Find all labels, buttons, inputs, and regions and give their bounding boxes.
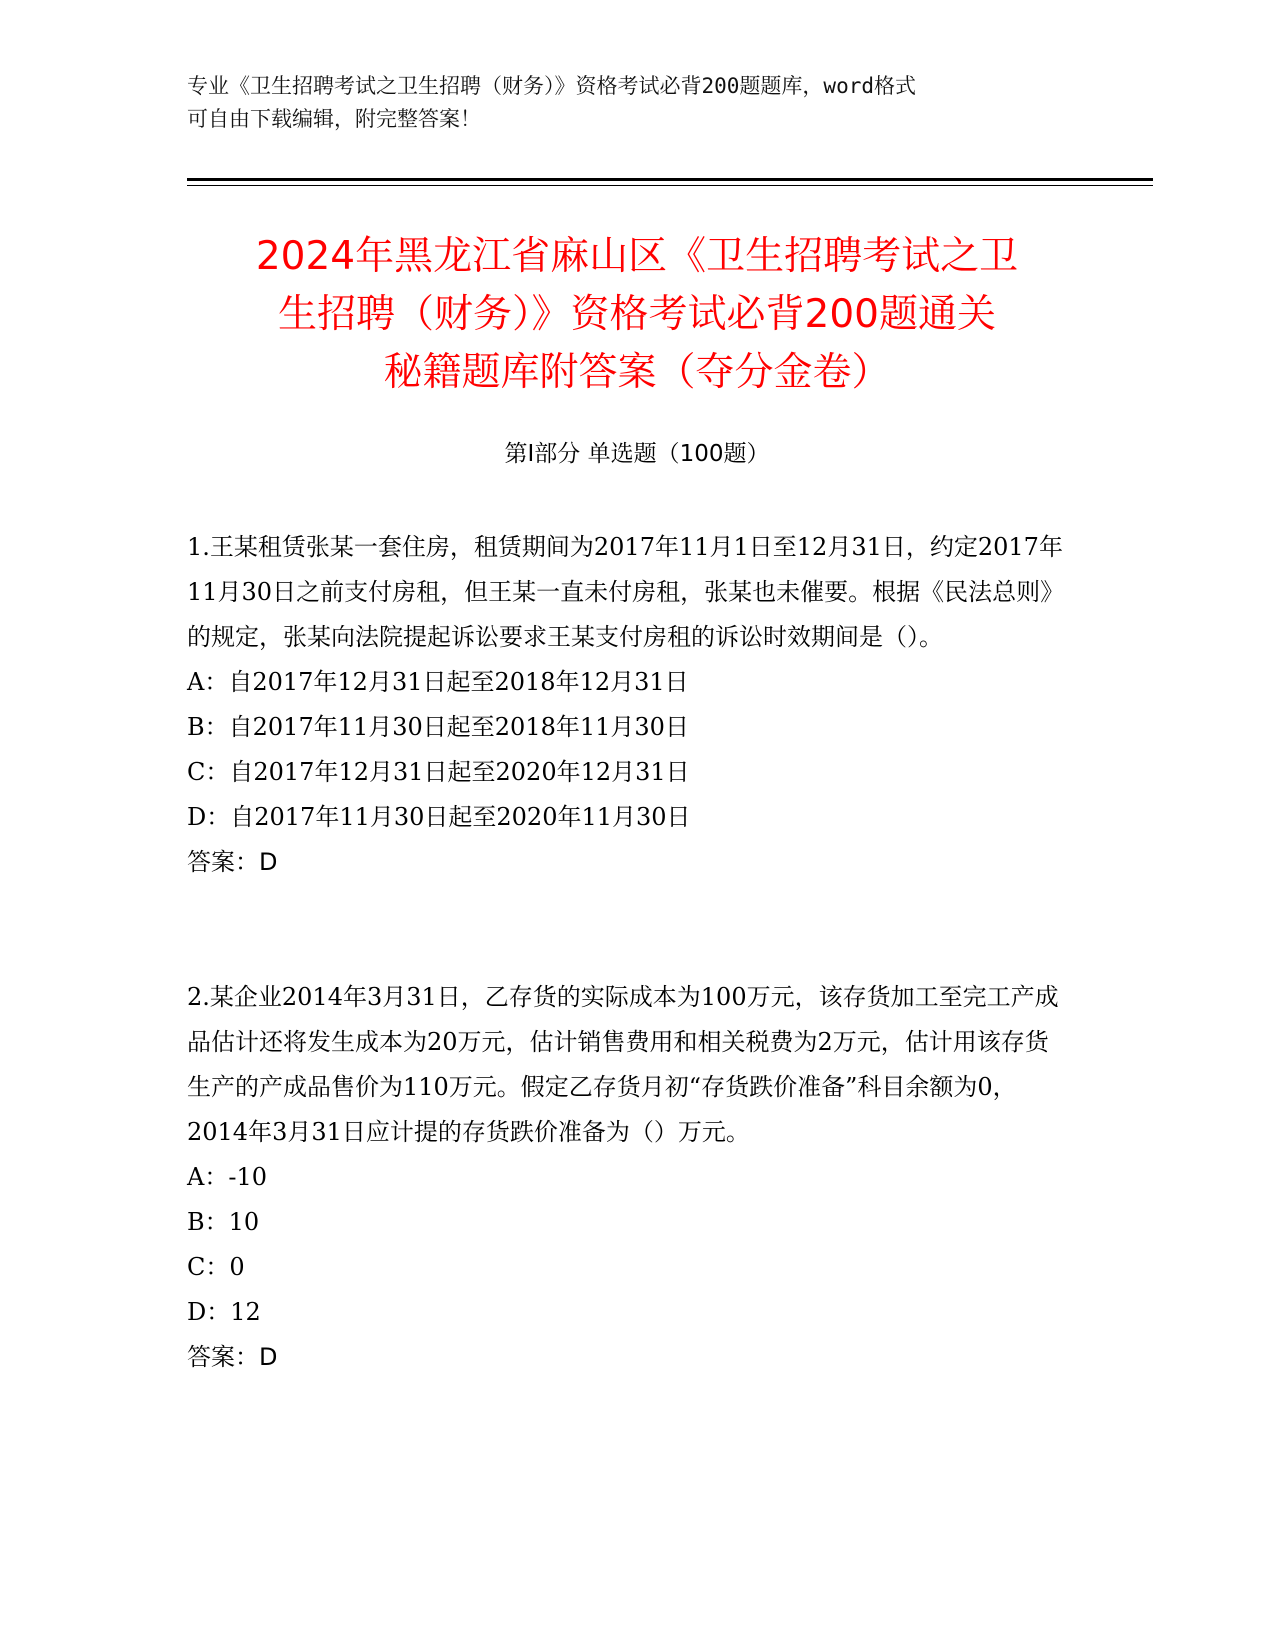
question-stem: 1.王某租赁张某一套住房，租赁期间为2017年11月1日至12月31日，约定2017年11月30日之前支付房租，但王某一直未付房租，张某也未催要。根据《民法总则》的规定，张某向法院提起诉讼要求王某支付房租的诉讼时效期间是（）。 bbox=[187, 533, 1065, 651]
question-2 bbox=[187, 975, 1067, 1380]
option-b: B：10 bbox=[187, 1208, 260, 1236]
document-title bbox=[187, 228, 1087, 402]
title-line-2: 生招聘（财务）》资格考试必背200题通关 bbox=[278, 292, 996, 337]
option-c: C：0 bbox=[187, 1253, 245, 1281]
option-a: A：-10 bbox=[187, 1163, 267, 1191]
title-line-3: 秘籍题库附答案（夺分金卷） bbox=[383, 350, 891, 395]
question-1 bbox=[187, 525, 1067, 885]
title-line-1: 2024年黑龙江省麻山区《卫生招聘考试之卫 bbox=[255, 234, 1019, 279]
header-note-line-1: 专业《卫生招聘考试之卫生招聘（财务）》资格考试必背200题题库，word格式 bbox=[187, 74, 916, 98]
option-b: B：自2017年11月30日起至2018年11月30日 bbox=[187, 713, 689, 741]
option-c: C：自2017年12月31日起至2020年12月31日 bbox=[187, 758, 690, 786]
answer-text: 答案：D bbox=[187, 1343, 278, 1371]
document-header-note bbox=[187, 70, 1067, 136]
answer-text: 答案：D bbox=[187, 848, 278, 876]
option-d: D：12 bbox=[187, 1298, 261, 1326]
header-divider-thick bbox=[187, 178, 1153, 181]
option-a: A：自2017年12月31日起至2018年12月31日 bbox=[187, 668, 689, 696]
header-note-line-2: 可自由下载编辑，附完整答案！ bbox=[187, 107, 481, 131]
header-divider-thin bbox=[187, 185, 1153, 186]
option-d: D：自2017年11月30日起至2020年11月30日 bbox=[187, 803, 691, 831]
section-title: 第Ⅰ部分 单选题（100题） bbox=[504, 441, 770, 467]
question-stem: 2.某企业2014年3月31日，乙存货的实际成本为100万元，该存货加工至完工产成品估计还将发生成本为20万元，估计销售费用和相关税费为2万元，估计用该存货生产的产成品售价为110万元。假定乙存货月初“存货跌价准备”科目余额为0，2014年3月31日应计提的存货跌价准备为（）万元。 bbox=[187, 983, 1059, 1146]
